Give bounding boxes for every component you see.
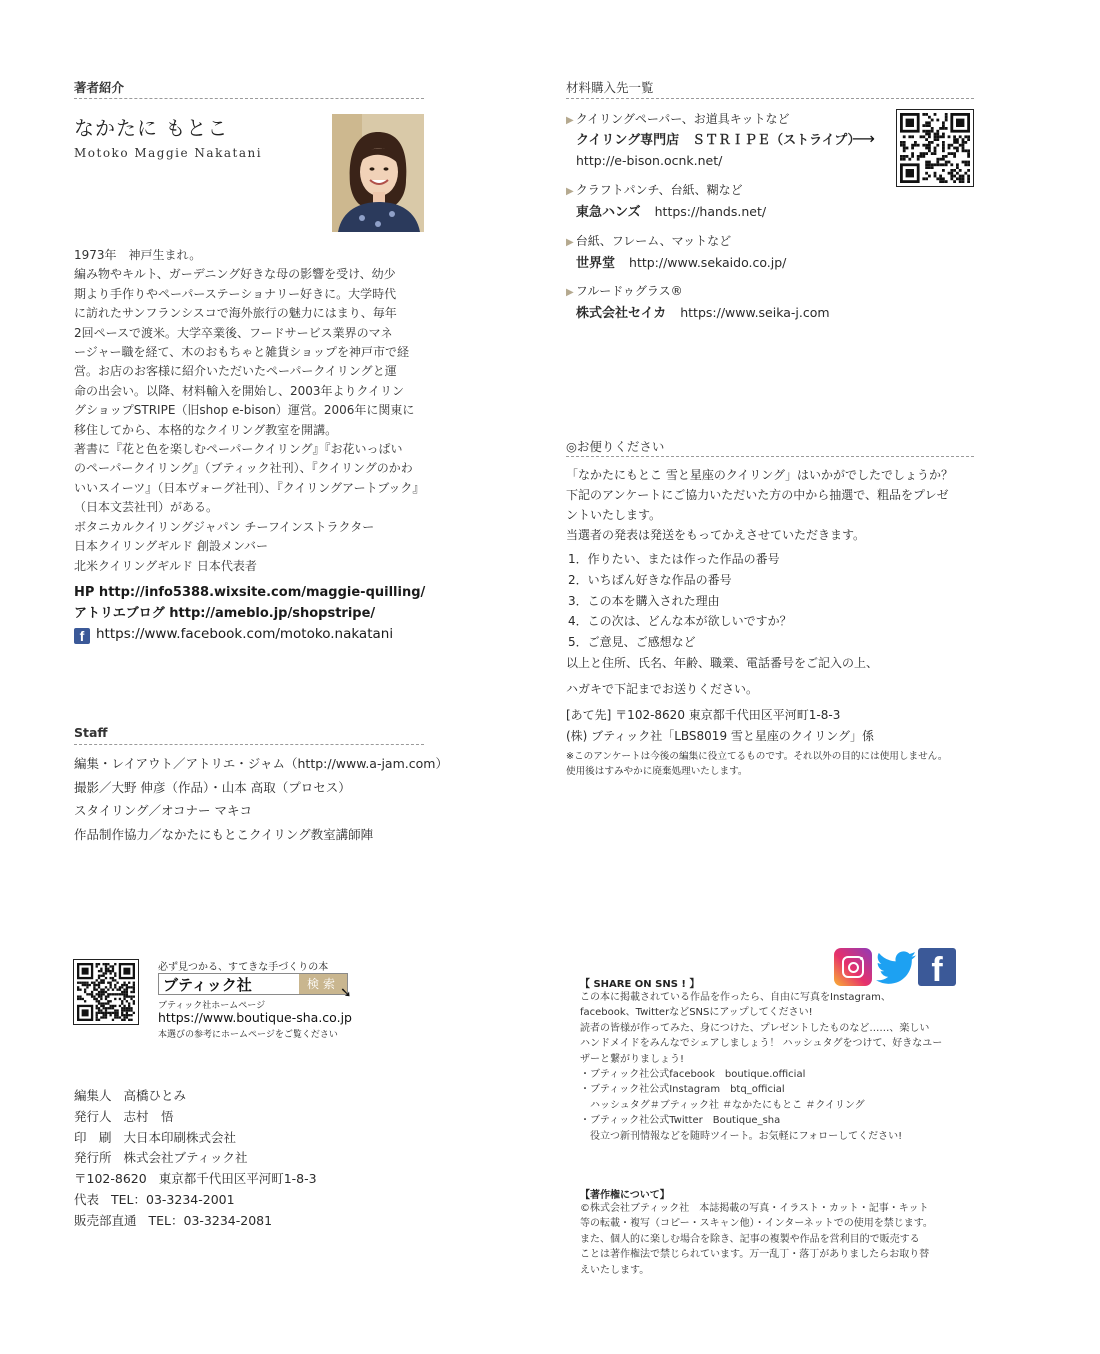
colophon-value: 志村 悟 <box>123 1108 174 1124</box>
material-category-text: クイリングペーパー、お道具キットなど <box>575 112 790 126</box>
colophon-label: 〒102-8620 <box>74 1171 147 1187</box>
divider <box>566 98 974 99</box>
colophon-row <box>74 1148 317 1169</box>
survey-question: 1．作りたい、または作った作品の番号 <box>568 552 780 566</box>
letters-intro <box>566 465 986 545</box>
sns-line: 読者の皆様が作ってみた、身につけた、プレゼントしたものなど……、楽しい <box>580 1022 930 1034</box>
material-category <box>566 232 786 252</box>
colophon-value: TEL：03-3234-2001 <box>111 1191 235 1207</box>
instagram-icon[interactable] <box>834 948 872 986</box>
boutique-qr-code <box>73 959 139 1025</box>
facebook-sns-icon[interactable]: f <box>918 948 956 986</box>
material-url[interactable]: http://e-bison.ocnk.net/ <box>576 153 723 168</box>
sns-line: facebook、TwitterなどSNSにアップしてください! <box>580 1007 813 1019</box>
sns-line: ハンドメイドをみんなでシェアしましょう！ ハッシュタグをつけて、好きなユー <box>580 1038 943 1050</box>
facebook-row[interactable] <box>74 624 393 645</box>
colophon-row <box>74 1107 317 1128</box>
divider <box>74 744 424 745</box>
sns-line: ・ブティック社公式facebook boutique.official <box>580 1069 806 1081</box>
colophon-label: 発行所 <box>74 1150 112 1166</box>
copyright-line: また、個人的に楽しむ場合を除き、記事の複製や作品を営利目的で販売する <box>580 1233 920 1245</box>
ad-homepage-label: ブティック社ホームページ <box>158 1001 266 1011</box>
staff-line: スタイリング／オコナー マキコ <box>74 803 252 818</box>
colophon-value: TEL：03-3234-2081 <box>148 1212 273 1228</box>
letters-intro-line: 「なかたにもとこ 雪と星座のクイリング」はいかがでしたでしょうか？ <box>566 468 953 482</box>
colophon-label: 編集人 <box>74 1088 112 1103</box>
material-item <box>566 110 860 170</box>
material-shop <box>566 252 786 275</box>
search-button[interactable]: 検索 <box>299 974 347 994</box>
sns-heading: 【 SHARE ON SNS ! 】 <box>580 979 700 990</box>
colophon-label: 代表 <box>74 1191 100 1207</box>
material-category <box>566 110 860 130</box>
search-input[interactable]: ブティック社 <box>163 976 252 994</box>
colophon-label: 印 刷 <box>74 1129 112 1145</box>
sns-text <box>580 990 980 1144</box>
copyright-line: えいたします。 <box>580 1264 650 1276</box>
staff-line: 編集・レイアウト／アトリエ・ジャム（http://www.a-jam.com） <box>74 756 448 771</box>
facebook-link[interactable]: https://www.facebook.com/motoko.nakatani <box>96 626 394 642</box>
triangle-bullet-icon: ▶ <box>566 186 574 197</box>
copyright-line: ことは著作権法で禁じられています。万一乱丁・落丁がありましたらお取り替 <box>580 1249 930 1261</box>
copyright-text <box>580 1201 980 1278</box>
material-url[interactable]: https://www.seika-j.com <box>680 305 830 320</box>
sns-line: ・ブティック社公式Twitter Boutique_sha <box>580 1115 781 1127</box>
bio-line: （日本文芸社刊）がある。 <box>74 500 219 515</box>
cursor-icon: ➘ <box>340 985 352 1001</box>
material-url[interactable]: https://hands.net/ <box>654 204 767 219</box>
colophon-value: 大日本印刷株式会社 <box>123 1129 237 1145</box>
material-item <box>566 282 830 325</box>
survey-question: 3．この本を購入された理由 <box>568 593 720 608</box>
author-photo <box>332 114 424 232</box>
letters-intro-line: 下記のアンケートにご協力いただいた方の中から抽選で、粗品をプレゼ <box>566 488 949 502</box>
material-item <box>566 232 786 275</box>
staff-line: 撮影／大野 伸彦（作品）・山本 高取（プロセス） <box>74 779 351 795</box>
ad-url[interactable]: https://www.boutique-sha.co.jp <box>158 1010 352 1025</box>
copyright-line: 等の転載・複写（コピー・スキャン他）・インターネットでの使用を禁じます。 <box>580 1218 933 1230</box>
material-shop-name: 世界堂 <box>576 256 616 271</box>
colophon-row <box>74 1211 317 1232</box>
staff-line: 作品制作協力／なかたにもとこクイリング教室講師陣 <box>74 826 374 842</box>
survey-question: 4．この次は、どんな本が欲しいですか？ <box>568 614 792 629</box>
twitter-icon[interactable] <box>876 950 916 986</box>
bio-line: 期より手作りやペーパーステーショナリー好きに。大学時代 <box>74 286 397 301</box>
triangle-bullet-icon: ▶ <box>566 115 574 126</box>
blog-link[interactable]: アトリエブログ http://ameblo.jp/shopstripe/ <box>74 606 376 621</box>
sns-line: 役立つ新刊情報などを随時ツイート。お気軽にフォローしてください! <box>580 1130 903 1142</box>
bio-line: 1973年 神戸生まれ。 <box>74 248 202 262</box>
arrow-right-icon: ⟶ <box>852 129 875 148</box>
material-category <box>566 181 766 201</box>
triangle-bullet-icon: ▶ <box>566 237 574 248</box>
bio-line: いいスイーツ』（日本ヴォーグ社刊）、『クイリングアートブック』 <box>74 480 425 495</box>
author-bio <box>74 246 434 576</box>
survey-note1: ※このアンケートは今後の編集に役立てるものです。それ以外の目的には使用しません。 <box>566 751 948 762</box>
material-shop <box>566 302 830 325</box>
colophon-value: 高橋ひとみ <box>123 1088 187 1103</box>
bio-line: 日本クイリングギルド 創設メンバー <box>74 539 269 554</box>
bio-line: 営。お店のお客様に紹介いただいたペーパークイリングと運 <box>74 364 397 379</box>
divider <box>566 456 974 457</box>
bio-line: 移住してから、本格的なクイリング教室を開講。 <box>74 422 338 437</box>
address-line1: [あて先] 〒102-8620 東京都千代田区平河町1-8-3 <box>566 708 841 722</box>
bio-line: 編み物やキルト、ガーデニング好きな母の影響を受け、幼少 <box>74 267 396 282</box>
bio-line: ボタニカルクイリングジャパン チーフインストラクター <box>74 519 375 534</box>
author-heading: 著者紹介 <box>74 80 125 95</box>
material-category-text: クラフトパンチ、台紙、糊など <box>575 183 743 197</box>
colophon-value: 東京都千代田区平河町1-8-3 <box>158 1171 317 1187</box>
colophon-value: 株式会社ブティック社 <box>123 1150 248 1166</box>
material-shop-name: 株式会社セイカ <box>576 306 667 321</box>
colophon-row <box>74 1169 317 1190</box>
copyright-line: ©株式会社ブティック社 本誌掲載の写真・イラスト・カット・記事・キット <box>580 1203 929 1214</box>
sns-line: ・ブティック社公式Instagram btq_official <box>580 1084 785 1096</box>
bio-line: 著書に『花と色を楽しむペーパークイリング』『お花いっぱい <box>74 442 403 457</box>
bio-line: 命の出会い。以降、材料輸入を開始し、2003年よりクイリン <box>74 383 404 398</box>
stripe-qr-code <box>896 109 974 187</box>
colophon-label: 発行人 <box>74 1108 112 1124</box>
colophon-row <box>74 1086 317 1107</box>
material-category <box>566 282 830 302</box>
survey-question: 2．いちばん好きな作品の番号 <box>568 572 732 587</box>
letters-outro2: ハガキで下記までお送りください。 <box>566 682 759 696</box>
staff-heading: Staff <box>74 725 108 740</box>
colophon-row <box>74 1190 317 1211</box>
triangle-bullet-icon: ▶ <box>566 287 574 298</box>
material-shop <box>566 201 766 224</box>
material-url[interactable]: http://www.sekaido.co.jp/ <box>629 255 787 270</box>
material-shop <box>566 130 860 152</box>
material-shop-name: 東急ハンズ <box>576 205 641 220</box>
survey-note2: 使用後はすみやかに廃棄処理いたします。 <box>566 766 748 777</box>
material-shop-name: クイリング専門店 ＳＴＲＩＰＥ（ストライプ） <box>576 133 861 148</box>
bio-line: のペーパークイリング』（ブティック社刊）、『クイリングのかわ <box>74 461 413 476</box>
letters-intro-line: 当選者の発表は発送をもってかえさせていただきます。 <box>566 528 866 542</box>
letters-intro-line: ントいたします。 <box>566 508 662 522</box>
letters-outro1: 以上と住所、氏名、年齢、職業、電話番号をご記入の上、 <box>566 656 879 670</box>
bio-line: ージャー職を経て、木のおもちゃと雑貨ショップを神戸市で経 <box>74 345 410 360</box>
sns-line: ザーと繋がりましょう! <box>580 1053 685 1065</box>
ad-note: 本選びの参考にホームページをご覧ください <box>158 1030 338 1040</box>
search-box[interactable] <box>158 973 348 995</box>
bio-line: に訪れたサンフランシスコで海外旅行の魅力にはまり、毎年 <box>74 306 397 321</box>
bio-line: 北米クイリングギルド 日本代表者 <box>74 558 257 573</box>
homepage-link[interactable]: HP http://info5388.wixsite.com/maggie-quilling/ <box>74 585 426 600</box>
colophon-label: 販売部直通 <box>74 1212 137 1228</box>
colophon-row <box>74 1128 317 1149</box>
materials-heading: 材料購入先一覧 <box>566 80 654 95</box>
copyright-heading: 【著作権について】 <box>580 1190 670 1201</box>
author-name-jp: なかたに もとこ <box>74 116 229 140</box>
ad-tagline: 必ず見つかる、すてきな手づくりの本 <box>158 962 329 973</box>
address-line2: (株) ブティック社「LBS8019 雪と星座のクイリング」係 <box>566 729 875 743</box>
material-category-text: 台紙、フレーム、マットなど <box>575 234 732 248</box>
bio-line: グショップSTRIPE（旧shop e-bison）運営。2006年に関東に <box>74 403 415 418</box>
sns-line: この本に掲載されている作品を作ったら、自由に写真をInstagram、 <box>580 992 891 1003</box>
sns-line: ハッシュタグ＃ブティック社 ＃なかたにもとこ ＃クイリング <box>580 1099 865 1111</box>
author-name-en: Motoko Maggie Nakatani <box>74 146 263 160</box>
survey-question: 5．ご意見、ご感想など <box>568 635 696 650</box>
letters-heading: ◎お便りください <box>566 439 665 454</box>
staff-list <box>74 752 454 846</box>
survey-questions <box>566 549 986 653</box>
material-url-row <box>566 152 860 170</box>
bio-line: 2回ペースで渡米。大学卒業後、フードサービス業界のマネ <box>74 325 393 340</box>
material-item <box>566 181 766 224</box>
colophon <box>74 1086 317 1232</box>
facebook-icon: f <box>74 628 90 644</box>
material-category-text: フルードゥグラス® <box>575 284 683 298</box>
divider <box>74 98 424 99</box>
